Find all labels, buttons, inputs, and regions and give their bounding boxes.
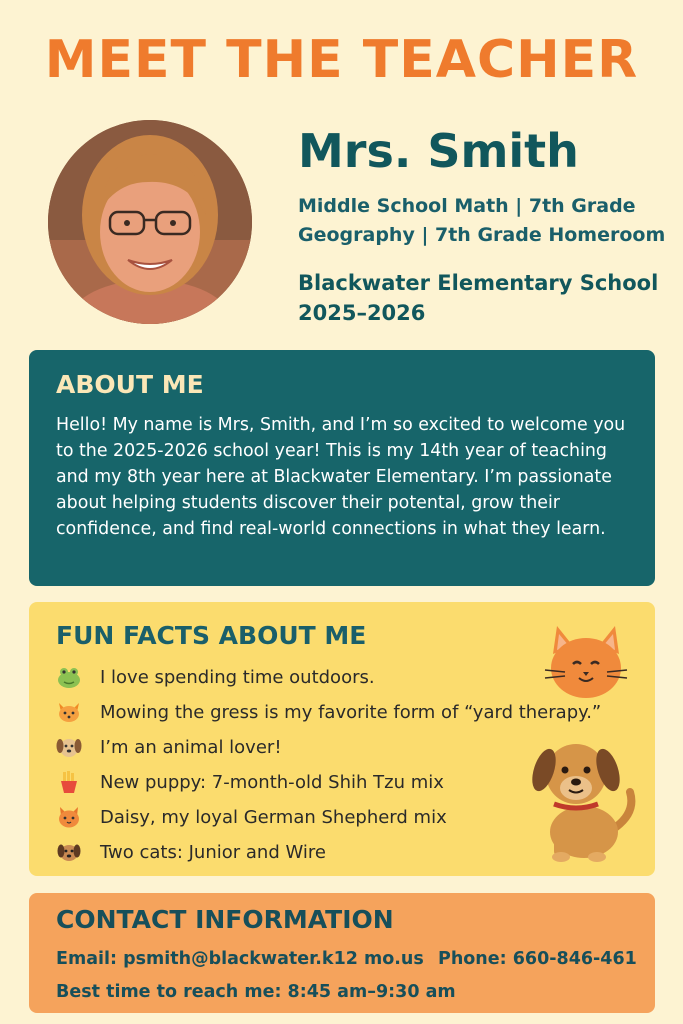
fox-icon [55,698,83,726]
dog-illustration [524,732,639,862]
fun-fact-item [55,698,601,726]
fun-fact-text: I’m an animal lover! [100,736,282,758]
about-heading: ABOUT ME [56,370,204,399]
about-me-section [29,350,655,586]
fun-fact-item [55,733,282,761]
cat-face-icon [55,803,83,831]
contact-section [29,893,655,1013]
fun-fact-item [55,663,375,691]
fun-fact-text: Daisy, my loyal German Shepherd mix [100,806,447,828]
school-info [298,268,668,328]
fun-fact-text: Two cats: Junior and Wire [100,841,326,863]
fun-fact-item [55,803,447,831]
contact-email: Email: psmith@blackwater.k12 mo.us [56,949,424,969]
puppy-icon [55,838,83,866]
teacher-name: Mrs. Smith [298,124,579,178]
teacher-subjects: Middle School Math | 7th Grade Geography | 7th Grade Homeroom [298,195,666,246]
dog-face-icon [55,733,83,761]
fun-facts-section [29,602,655,876]
school-name: Blackwater Elementary School [298,271,659,295]
fun-fact-text: I love spending time outdoors. [100,666,375,688]
contact-heading: CONTACT INFORMATION [56,905,394,934]
teacher-photo [48,120,252,324]
fun-facts-heading: FUN FACTS ABOUT ME [56,621,367,650]
contact-best-time: Best time to reach me: 8:45 am–9:30 am [56,982,456,1002]
about-body: Hello! My name is Mrs, Smith, and I’m so excited to welcome you to the 2025-2026 school year! This is my 14th year of teaching and my 8th year here at Blackwater Elementary. I’m passionate about helping students discover their potental, grow their confidence, and find real-world connections in what they learn. [56,415,626,539]
fun-fact-item [55,768,444,796]
contact-phone: Phone: 660-846-461 [438,949,637,969]
fun-fact-text: New puppy: 7-month-old Shih Tzu mix [100,771,444,793]
fun-fact-item [55,838,326,866]
fun-fact-text: Mowing the gress is my favorite form of “yard therapy.” [100,701,602,723]
fries-icon [55,768,83,796]
page-title: MEET THE TEACHER [44,30,639,90]
cat-illustration [539,622,629,702]
frog-icon [55,663,83,691]
school-year: 2025–2026 [298,301,426,325]
